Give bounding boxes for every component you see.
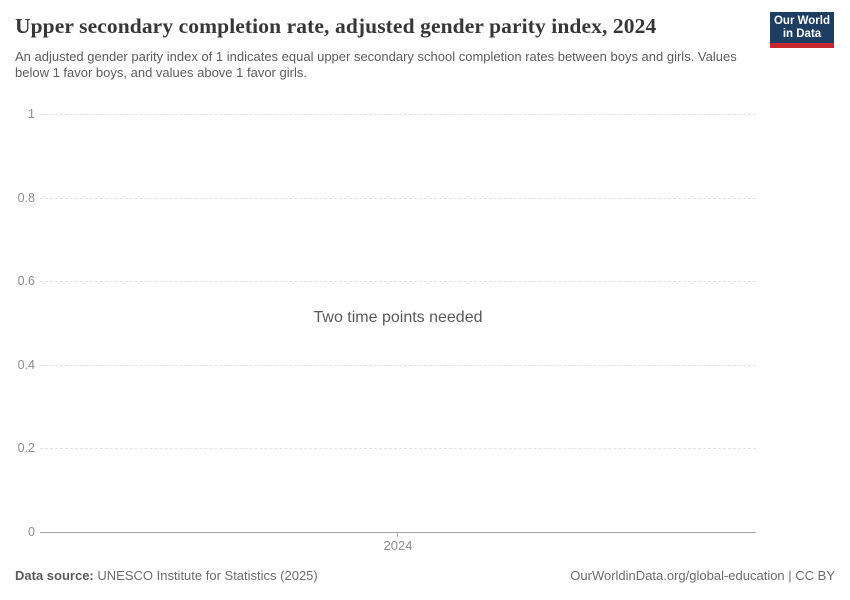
owid-logo-line2: in Data (782, 28, 822, 40)
gridline (40, 365, 756, 366)
y-axis-tick-label: 0 (28, 525, 35, 539)
chart-title: Upper secondary completion rate, adjusted gender parity index, 2024 (15, 14, 657, 38)
empty-chart-message: Two time points needed (313, 309, 483, 326)
x-axis-tick-label: 2024 (383, 538, 413, 553)
gridline (40, 281, 756, 282)
y-axis-tick-label: 0.2 (17, 441, 35, 455)
chart-subtitle: An adjusted gender parity index of 1 indicates equal upper secondary school completion rates between boys and girls. Values below 1 favor boys, and values above 1 favor girls. (15, 49, 737, 80)
y-axis-tick-label: 0.8 (17, 191, 35, 205)
x-axis-line (40, 532, 756, 533)
data-source-label: Data source: (15, 568, 94, 583)
owid-logo-line1: Our World (773, 15, 830, 27)
gridline (40, 198, 756, 199)
x-axis-tick-mark (397, 532, 398, 537)
y-axis-tick-label: 1 (28, 107, 35, 121)
y-axis-tick-label: 0.4 (17, 358, 35, 372)
gridline (40, 448, 756, 449)
chart-footer (15, 568, 835, 583)
data-source (15, 568, 318, 583)
gridline (40, 114, 756, 115)
y-axis-tick-label: 0.6 (17, 274, 35, 288)
data-source-value: UNESCO Institute for Statistics (2025) (97, 568, 318, 583)
attribution-link[interactable]: OurWorldinData.org/global-education | CC BY (570, 568, 835, 583)
